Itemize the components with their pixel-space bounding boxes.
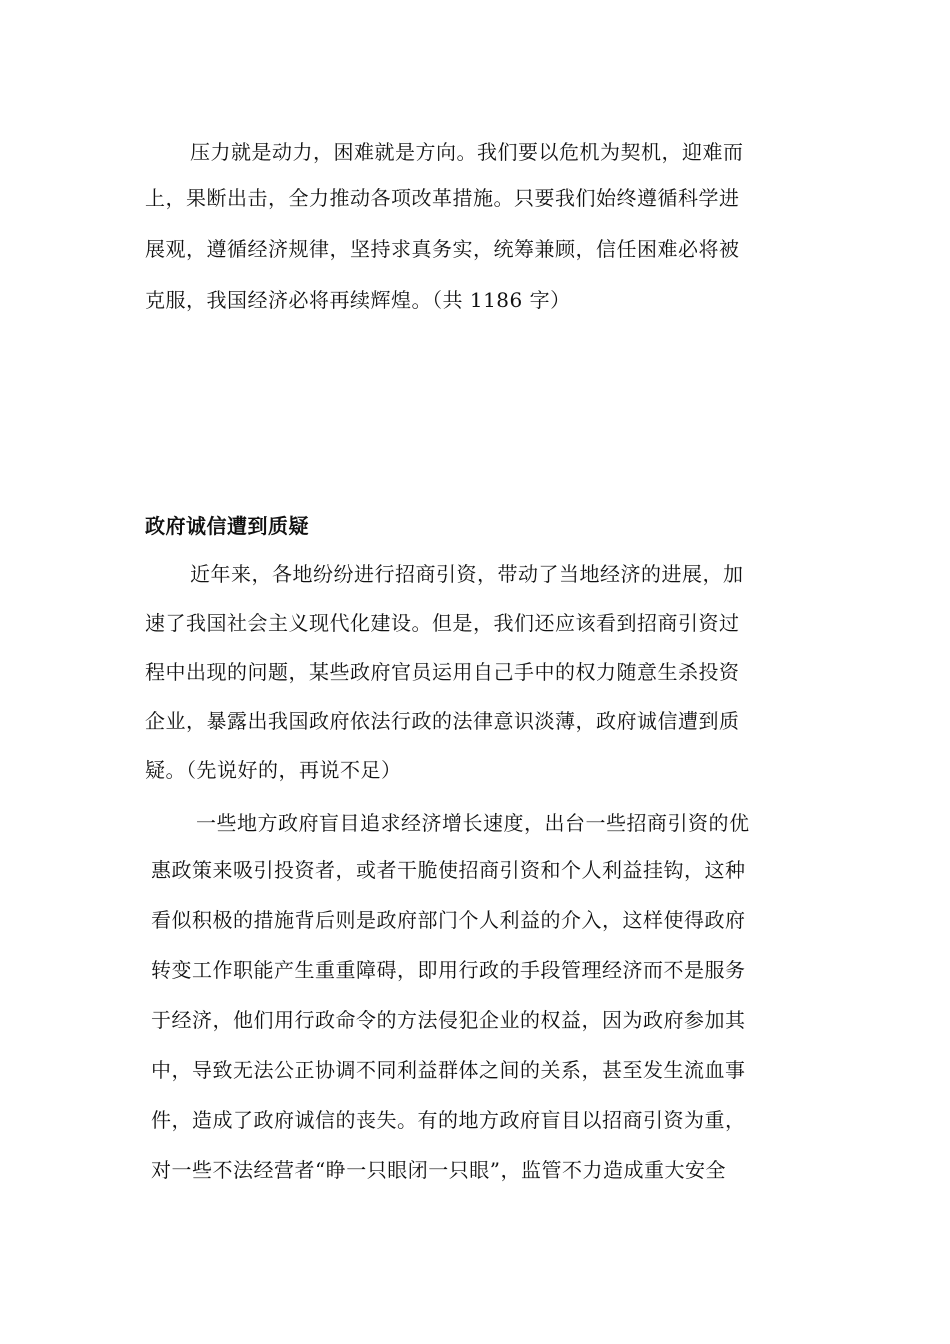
paragraph-line: 上，果断出击，全力推动各项改革措施。只要我们始终遵循科学进 (145, 186, 740, 210)
paragraph-line: 于经济，他们用行政命令的方法侵犯企业的权益，因为政府参加其 (151, 1008, 746, 1032)
paragraph-line: 中，导致无法公正协调不同利益群体之间的关系，甚至发生流血事 (151, 1058, 746, 1082)
paragraph-line: 对一些不法经营者“睁一只眼闭一只眼”，监管不力造成重大安全 (151, 1158, 726, 1182)
paragraph-line: 转变工作职能产生重重障碍，即用行政的手段管理经济而不是服务 (151, 958, 746, 982)
paragraph-line: 企业，暴露出我国政府依法行政的法律意识淡薄，政府诚信遭到质 (145, 709, 740, 733)
paragraph-line: 一些地方政府盲目追求经济增长速度，出台一些招商引资的优 (196, 811, 750, 835)
paragraph-line: 克服，我国经济必将再续辉煌。（共 1186 字） (145, 288, 571, 312)
paragraph-line: 疑。（先说好的，再说不足） (145, 758, 402, 782)
paragraph-line: 程中出现的问题，某些政府官员运用自己手中的权力随意生杀投资 (145, 660, 740, 684)
paragraph-line: 压力就是动力，困难就是方向。我们要以危机为契机，迎难而 (190, 140, 744, 164)
paragraph-line: 件，造成了政府诚信的丧失。有的地方政府盲目以招商引资为重， (151, 1108, 746, 1132)
paragraph-line: 近年来，各地纷纷进行招商引资，带动了当地经济的进展，加 (190, 562, 744, 586)
section-heading: 政府诚信遭到质疑 (145, 514, 309, 538)
paragraph-line: 速了我国社会主义现代化建设。但是，我们还应该看到招商引资过 (145, 611, 740, 635)
paragraph-line: 惠政策来吸引投资者，或者干脆使招商引资和个人利益挂钩，这种 (151, 858, 746, 882)
paragraph-line: 展观，遵循经济规律，坚持求真务实，统筹兼顾，信任困难必将被 (145, 237, 740, 261)
paragraph-line: 看似积极的措施背后则是政府部门个人利益的介入，这样使得政府 (151, 908, 746, 932)
